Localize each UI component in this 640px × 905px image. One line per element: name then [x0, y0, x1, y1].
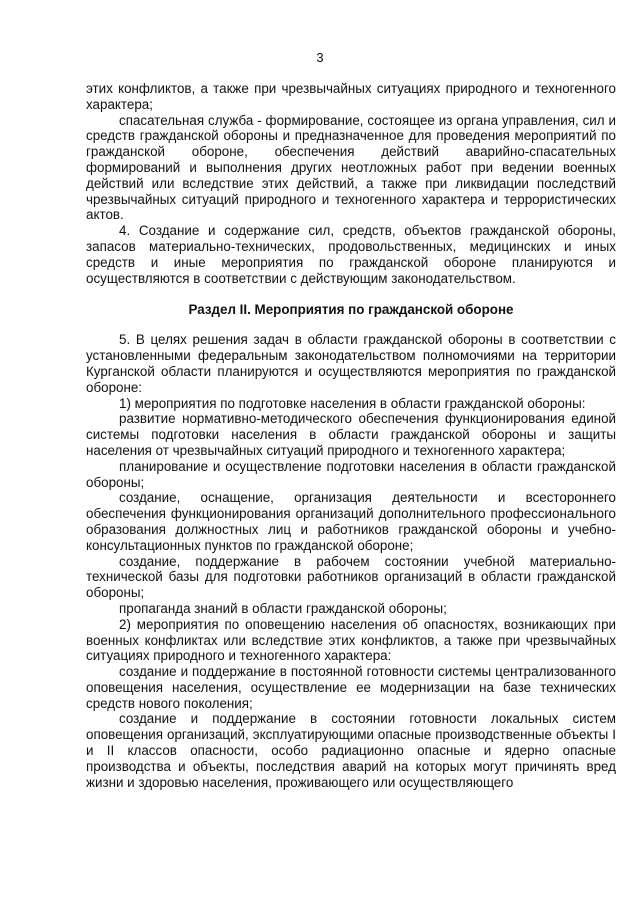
paragraph: 2) мероприятия по оповещению населения об опасностях, возникающих при военных конфликтах или вследствие этих конфликтов, а также при чрезвычайных ситуациях природного и техногенного характера:	[86, 616, 616, 664]
paragraph: создание, оснащение, организация деятельности и всестороннего обеспечения функционирования организаций дополнительного профессионального образования должностных лиц и работников гражданской обороны и учебно-консультационных пунктов по гражданской обороне;	[86, 490, 616, 553]
paragraph: создание, поддержание в рабочем состоянии учебной материально-технической базы для подготовки работников организаций в области гражданской обороны;	[86, 553, 616, 601]
paragraph: создание и поддержание в состоянии готовности локальных систем оповещения организаций, эксплуатирующими опасные производственные объекты I и II классов опасности, особо радиационно опасные и ядерно опасные производства и объекты, последствия аварий на которых могут причинять вред жизни и здоровью населения, проживающего или осуществляющего	[86, 711, 616, 790]
paragraph: планирование и осуществление подготовки населения в области гражданской обороны;	[86, 458, 616, 490]
paragraph: этих конфликтов, а также при чрезвычайных ситуациях природного и техногенного характера;	[86, 81, 616, 112]
paragraph: развитие нормативно-методического обеспечения функционирования единой системы подготовки населения в области гражданской обороны и защиты населения от чрезвычайных ситуаций природного и техногенного характера;	[86, 411, 616, 458]
paragraphs-after	[86, 332, 616, 790]
paragraph: 5. В целях решения задач в области гражданской обороны в соответствии с установленными федеральным законодательством полномочиями на территории Курганской области планируются и осуществляются мероприятия по гражданской обороне:	[86, 332, 616, 395]
paragraph: пропаганда знаний в области гражданской обороны;	[119, 600, 447, 616]
section-heading: Раздел II. Мероприятия по гражданской обороне	[188, 302, 514, 318]
paragraph: 4. Создание и содержание сил, средств, объектов гражданской обороны, запасов материально-технических, продовольственных, медицинских и иных средств и иные мероприятия по гражданской обороне планируются и осуществляются в соответствии с действующим законодательством.	[86, 223, 616, 286]
paragraph: спасательная служба - формирование, состоящее из органа управления, сил и средств гражданской обороны и предназначенное для проведения мероприятий по гражданской обороне, обеспечения действий аварийно-спасательных формирований и выполнения других неотложных работ при ведении военных действий или вследствие этих действий, а также при ликвидации последствий чрезвычайных ситуаций природного и техногенного характера и террористических актов.	[86, 112, 616, 223]
paragraphs-before	[86, 81, 616, 286]
paragraph: 1) мероприятия по подготовке населения в области гражданской обороны:	[119, 395, 586, 411]
page-number: 3	[316, 50, 324, 65]
paragraph: создание и поддержание в постоянной готовности системы централизованного оповещения населения, осуществление ее модернизации на базе технических средств нового поколения;	[86, 664, 616, 711]
document-body	[86, 81, 616, 790]
